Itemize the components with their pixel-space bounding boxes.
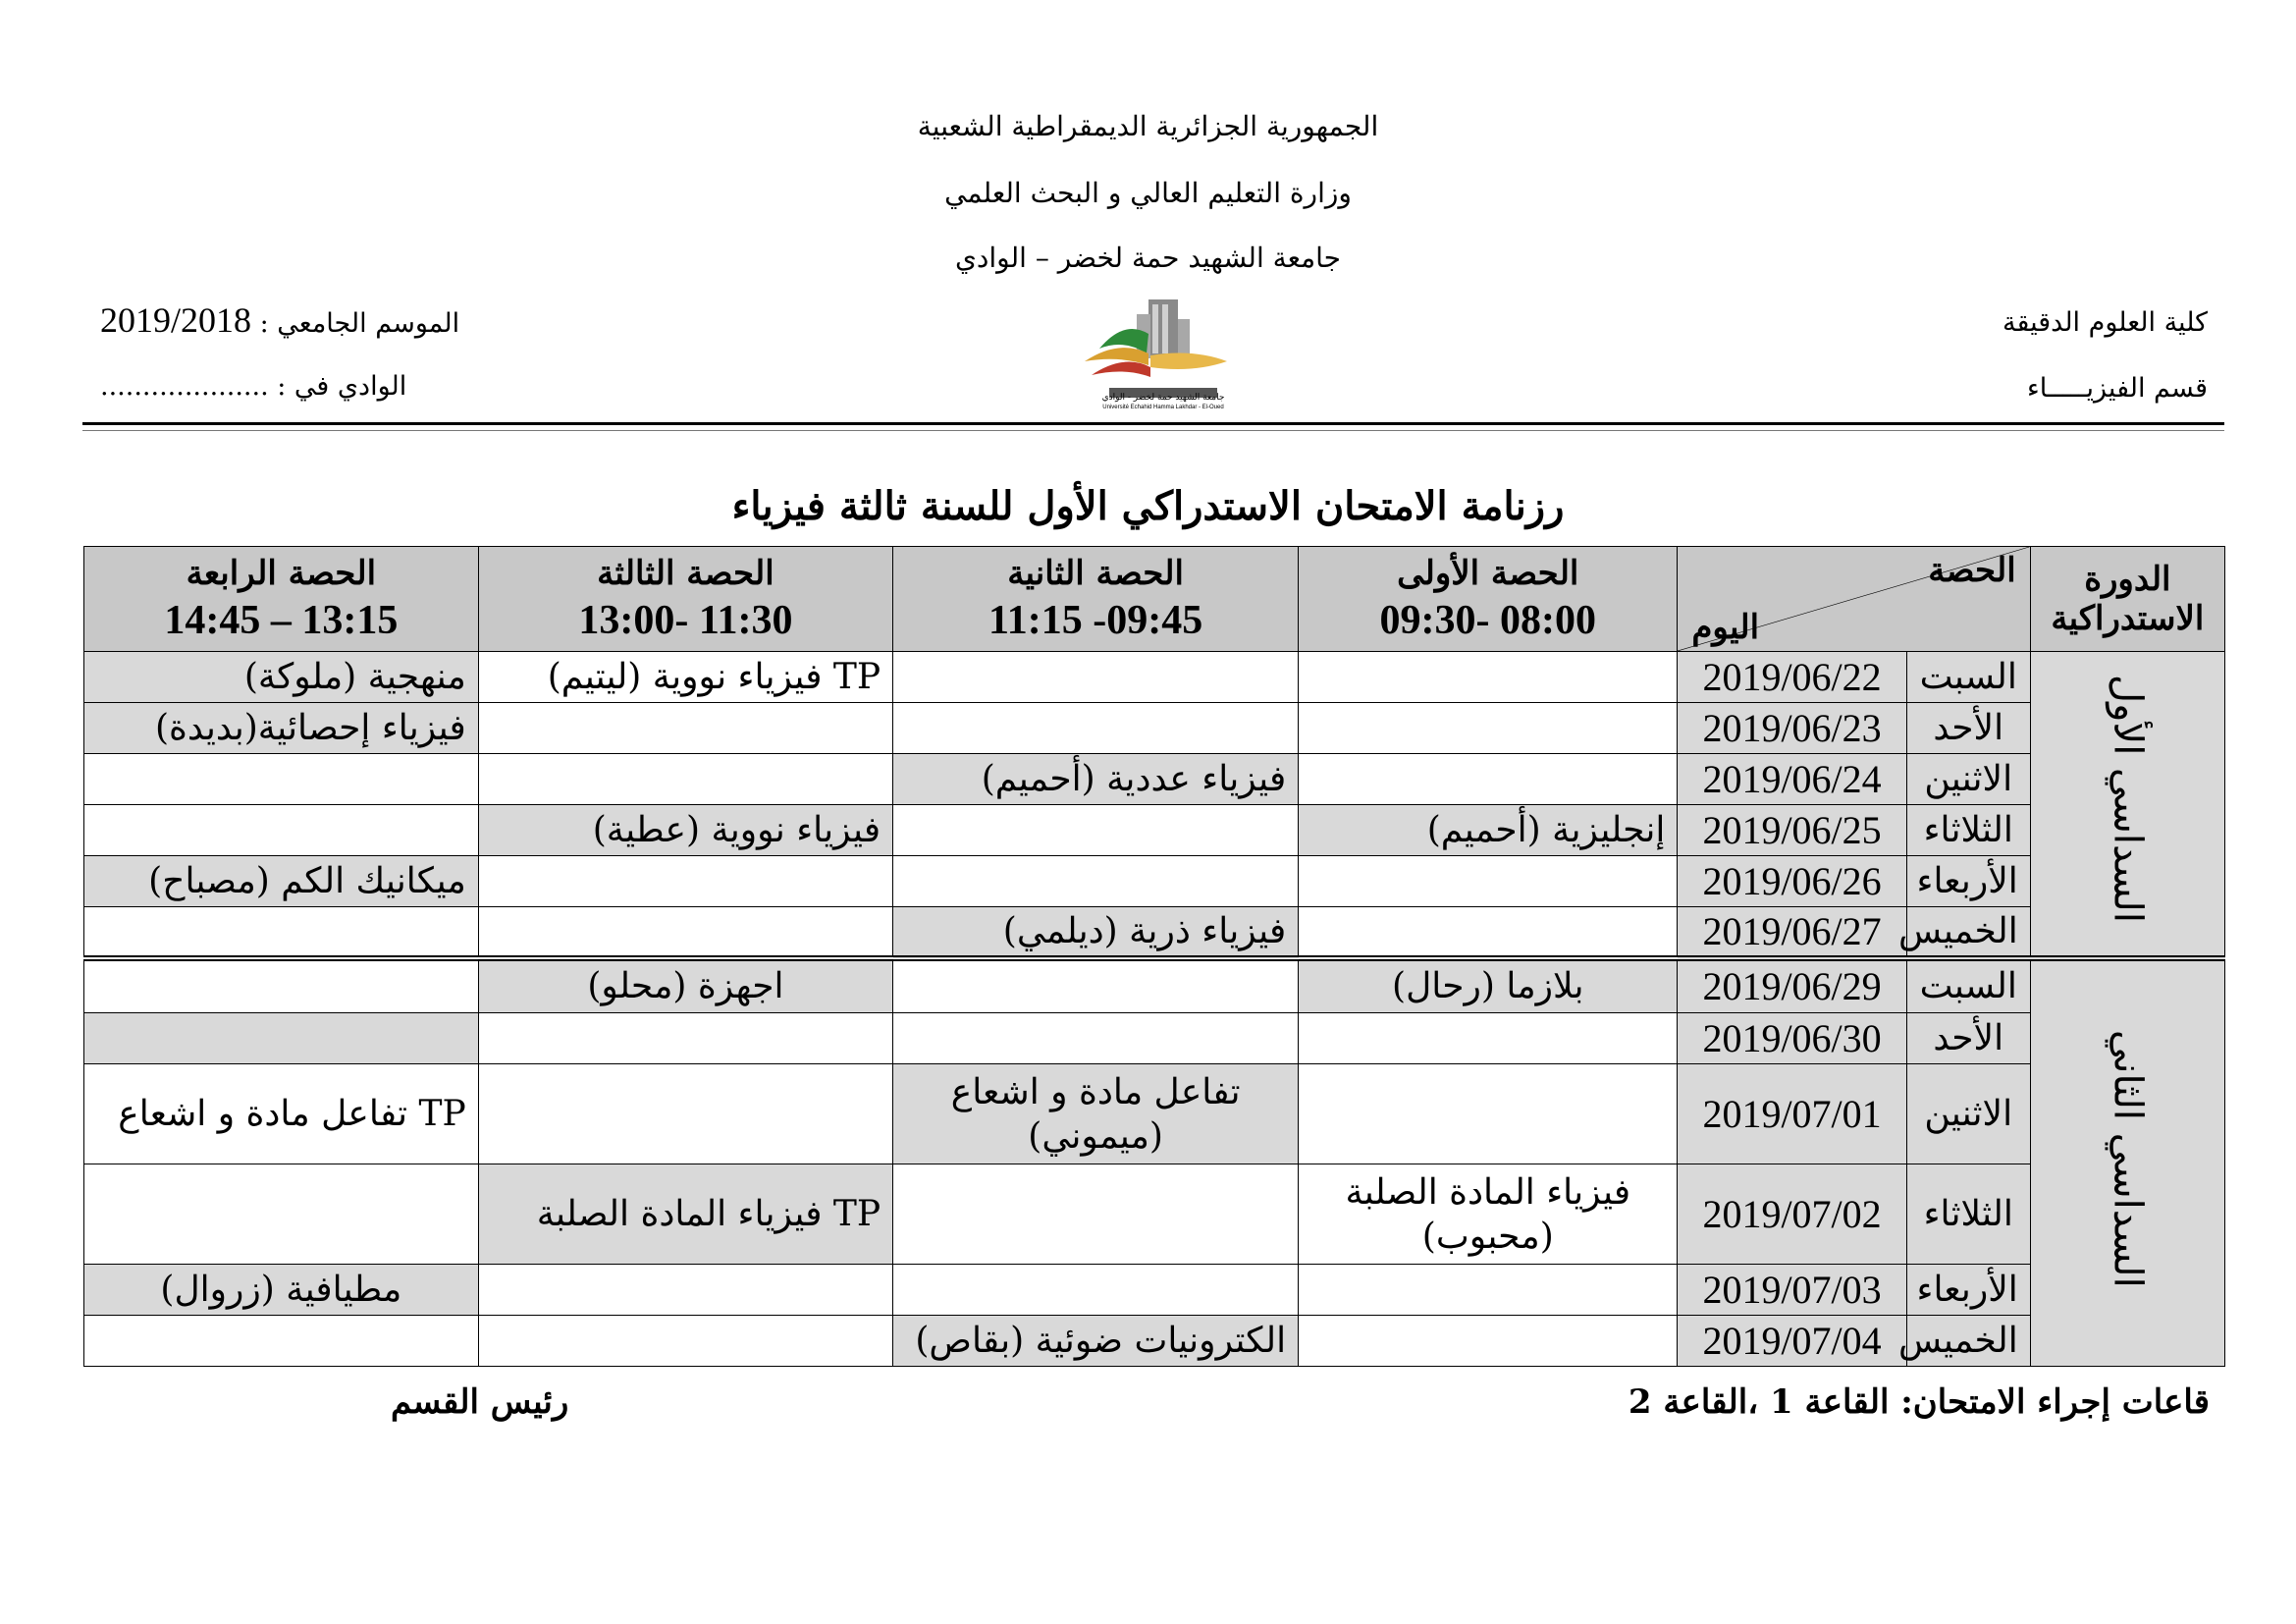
slot-1-name: الحصة الأولى [1397, 554, 1579, 593]
slot-3-header [478, 547, 892, 652]
row-slot-3 [478, 1064, 892, 1164]
row-date: 2019/06/30 [1678, 1013, 1906, 1064]
row-slot-2: فيزياء عددية (أحميم) [893, 754, 1299, 805]
table-row [84, 1265, 2225, 1316]
page-title: رزنامة الامتحان الاستدراكي الأول للسنة ثالثة فيزياء [731, 483, 1565, 529]
period-header-label: الحصة [1928, 551, 2016, 590]
row-slot-1 [1299, 652, 1678, 703]
header-ministry: وزارة التعليم العالي و البحث العلمي [944, 177, 1352, 209]
place-label: الوادي في : [277, 371, 407, 402]
row-date: 2019/06/23 [1678, 703, 1906, 754]
row-slot-1 [1299, 1013, 1678, 1064]
row-slot-3 [478, 1316, 892, 1367]
row-slot-1: إنجليزية (أحميم) [1299, 805, 1678, 856]
table-row [84, 754, 2225, 805]
row-slot-2 [893, 805, 1299, 856]
row-day: الاثنين [1906, 1064, 2030, 1164]
table-header-row [84, 547, 2225, 652]
row-slot-4 [84, 1164, 479, 1265]
row-date: 2019/07/04 [1678, 1316, 1906, 1367]
table-row [84, 1064, 2225, 1164]
table-row [84, 703, 2225, 754]
row-slot-2 [893, 703, 1299, 754]
row-day: السبت [1906, 652, 2030, 703]
row-slot-3 [478, 907, 892, 958]
row-slot-4 [84, 805, 479, 856]
row-date: 2019/06/26 [1678, 856, 1906, 907]
row-slot-3 [478, 856, 892, 907]
row-slot-3 [478, 1265, 892, 1316]
row-date: 2019/06/27 [1678, 907, 1906, 958]
row-day: السبت [1906, 958, 2030, 1013]
logo-caption: جامعة الشهيد حمة لخضر - الوادي [1101, 393, 1225, 403]
period-day-header [1678, 547, 2030, 652]
row-slot-2: تفاعل مادة و اشعاع (ميموني) [893, 1064, 1299, 1164]
row-day: الأحد [1906, 1013, 2030, 1064]
semester-1-label [2030, 652, 2224, 958]
row-slot-1: فيزياء المادة الصلبة (محبوب) [1299, 1164, 1678, 1265]
table-row [84, 1013, 2225, 1064]
row-slot-3 [478, 754, 892, 805]
slot-4-time: 13:15 – 14:45 [164, 598, 399, 643]
slot-4-header [84, 547, 479, 652]
row-slot-4 [84, 958, 479, 1013]
semester-1-text: السداسي الأول [2105, 675, 2151, 924]
semester-2-text: السداسي الثاني [2105, 1029, 2151, 1288]
row-day: الثلاثاء [1906, 805, 2030, 856]
row-slot-2: فيزياء ذرية (ديلمي) [893, 907, 1299, 958]
row-slot-4: ميكانيك الكم (مصباح) [84, 856, 479, 907]
row-slot-1 [1299, 856, 1678, 907]
row-slot-1: بلازما (رحال) [1299, 958, 1678, 1013]
row-slot-3: TP فيزياء المادة الصلبة [478, 1164, 892, 1265]
row-slot-4 [84, 907, 479, 958]
row-slot-4 [84, 1013, 479, 1064]
table-row [84, 856, 2225, 907]
table-row [84, 958, 2225, 1013]
season-value: 2019/2018 [100, 300, 252, 340]
head-of-department: رئيس القسم [391, 1382, 569, 1422]
header-rule-thin [82, 430, 2224, 431]
row-day: الأحد [1906, 703, 2030, 754]
row-day: الأربعاء [1906, 1265, 2030, 1316]
row-date: 2019/06/29 [1678, 958, 1906, 1013]
row-slot-2 [893, 1265, 1299, 1316]
exam-schedule-table [83, 546, 2225, 1367]
slot-4-name: الحصة الرابعة [186, 554, 377, 593]
session-header: الدورة الاستدراكية [2030, 547, 2224, 652]
row-day: الخميس [1906, 907, 2030, 958]
row-slot-1 [1299, 754, 1678, 805]
row-slot-4: منهجية (ملوكة) [84, 652, 479, 703]
row-slot-2: الكترونيات ضوئية (بقاص) [893, 1316, 1299, 1367]
day-header-label: اليوم [1691, 608, 1760, 647]
logo-caption-fr: Université Echahid Hamma Lakhdar - El-Oued [1102, 405, 1224, 410]
university-logo [1080, 295, 1237, 412]
exam-halls: قاعات إجراء الامتحان: القاعة 1 ،القاعة 2 [1628, 1382, 2210, 1422]
table-row [84, 1164, 2225, 1265]
faculty-name: كلية العلوم الدقيقة [2002, 307, 2208, 338]
table-row [84, 907, 2225, 958]
row-slot-2 [893, 958, 1299, 1013]
row-slot-1 [1299, 703, 1678, 754]
row-slot-1 [1299, 1265, 1678, 1316]
row-slot-2 [893, 1164, 1299, 1265]
slot-2-name: الحصة الثانية [1007, 554, 1184, 593]
header-republic: الجمهورية الجزائرية الديمقراطية الشعبية [917, 110, 1379, 142]
row-slot-1 [1299, 907, 1678, 958]
header-university: جامعة الشهيد حمة لخضر – الوادي [955, 242, 1341, 274]
table-row [84, 1316, 2225, 1367]
row-date: 2019/07/03 [1678, 1265, 1906, 1316]
row-slot-3 [478, 1013, 892, 1064]
row-date: 2019/06/25 [1678, 805, 1906, 856]
table-row [84, 652, 2225, 703]
place-date [100, 371, 406, 402]
semester-2-label [2030, 958, 2224, 1367]
slot-3-name: الحصة الثالثة [597, 554, 774, 593]
row-day: الاثنين [1906, 754, 2030, 805]
row-slot-3: اجهزة (محلو) [478, 958, 892, 1013]
row-day: الخميس [1906, 1316, 2030, 1367]
row-date: 2019/06/22 [1678, 652, 1906, 703]
row-date: 2019/06/24 [1678, 754, 1906, 805]
slot-1-time: 08:00 -09:30 [1379, 598, 1597, 643]
slot-1-header [1299, 547, 1678, 652]
row-slot-2 [893, 1013, 1299, 1064]
row-slot-4: مطيافية (زروال) [84, 1265, 479, 1316]
row-slot-4: TP تفاعل مادة و اشعاع [84, 1064, 479, 1164]
slot-2-time: 09:45- 11:15 [988, 598, 1203, 643]
season-label: الموسم الجامعي : [259, 308, 460, 339]
slot-2-header [893, 547, 1299, 652]
department-name: قسم الفيزيـــــاء [2027, 373, 2208, 404]
place-value: .................... [100, 371, 269, 402]
row-slot-4 [84, 754, 479, 805]
row-slot-2 [893, 856, 1299, 907]
row-slot-1 [1299, 1064, 1678, 1164]
row-date: 2019/07/01 [1678, 1064, 1906, 1164]
row-slot-2 [893, 652, 1299, 703]
row-slot-3: فيزياء نووية (عطية) [478, 805, 892, 856]
row-slot-3: TP فيزياء نووية (ليتيم) [478, 652, 892, 703]
slot-3-time: 11:30 -13:00 [578, 598, 793, 643]
header-rule [82, 422, 2224, 425]
row-slot-4 [84, 1316, 479, 1367]
academic-season [100, 299, 459, 341]
row-date: 2019/07/02 [1678, 1164, 1906, 1265]
table-row [84, 805, 2225, 856]
row-slot-1 [1299, 1316, 1678, 1367]
row-slot-3 [478, 703, 892, 754]
row-day: الثلاثاء [1906, 1164, 2030, 1265]
row-slot-4: فيزياء إحصائية(بديدة) [84, 703, 479, 754]
row-day: الأربعاء [1906, 856, 2030, 907]
